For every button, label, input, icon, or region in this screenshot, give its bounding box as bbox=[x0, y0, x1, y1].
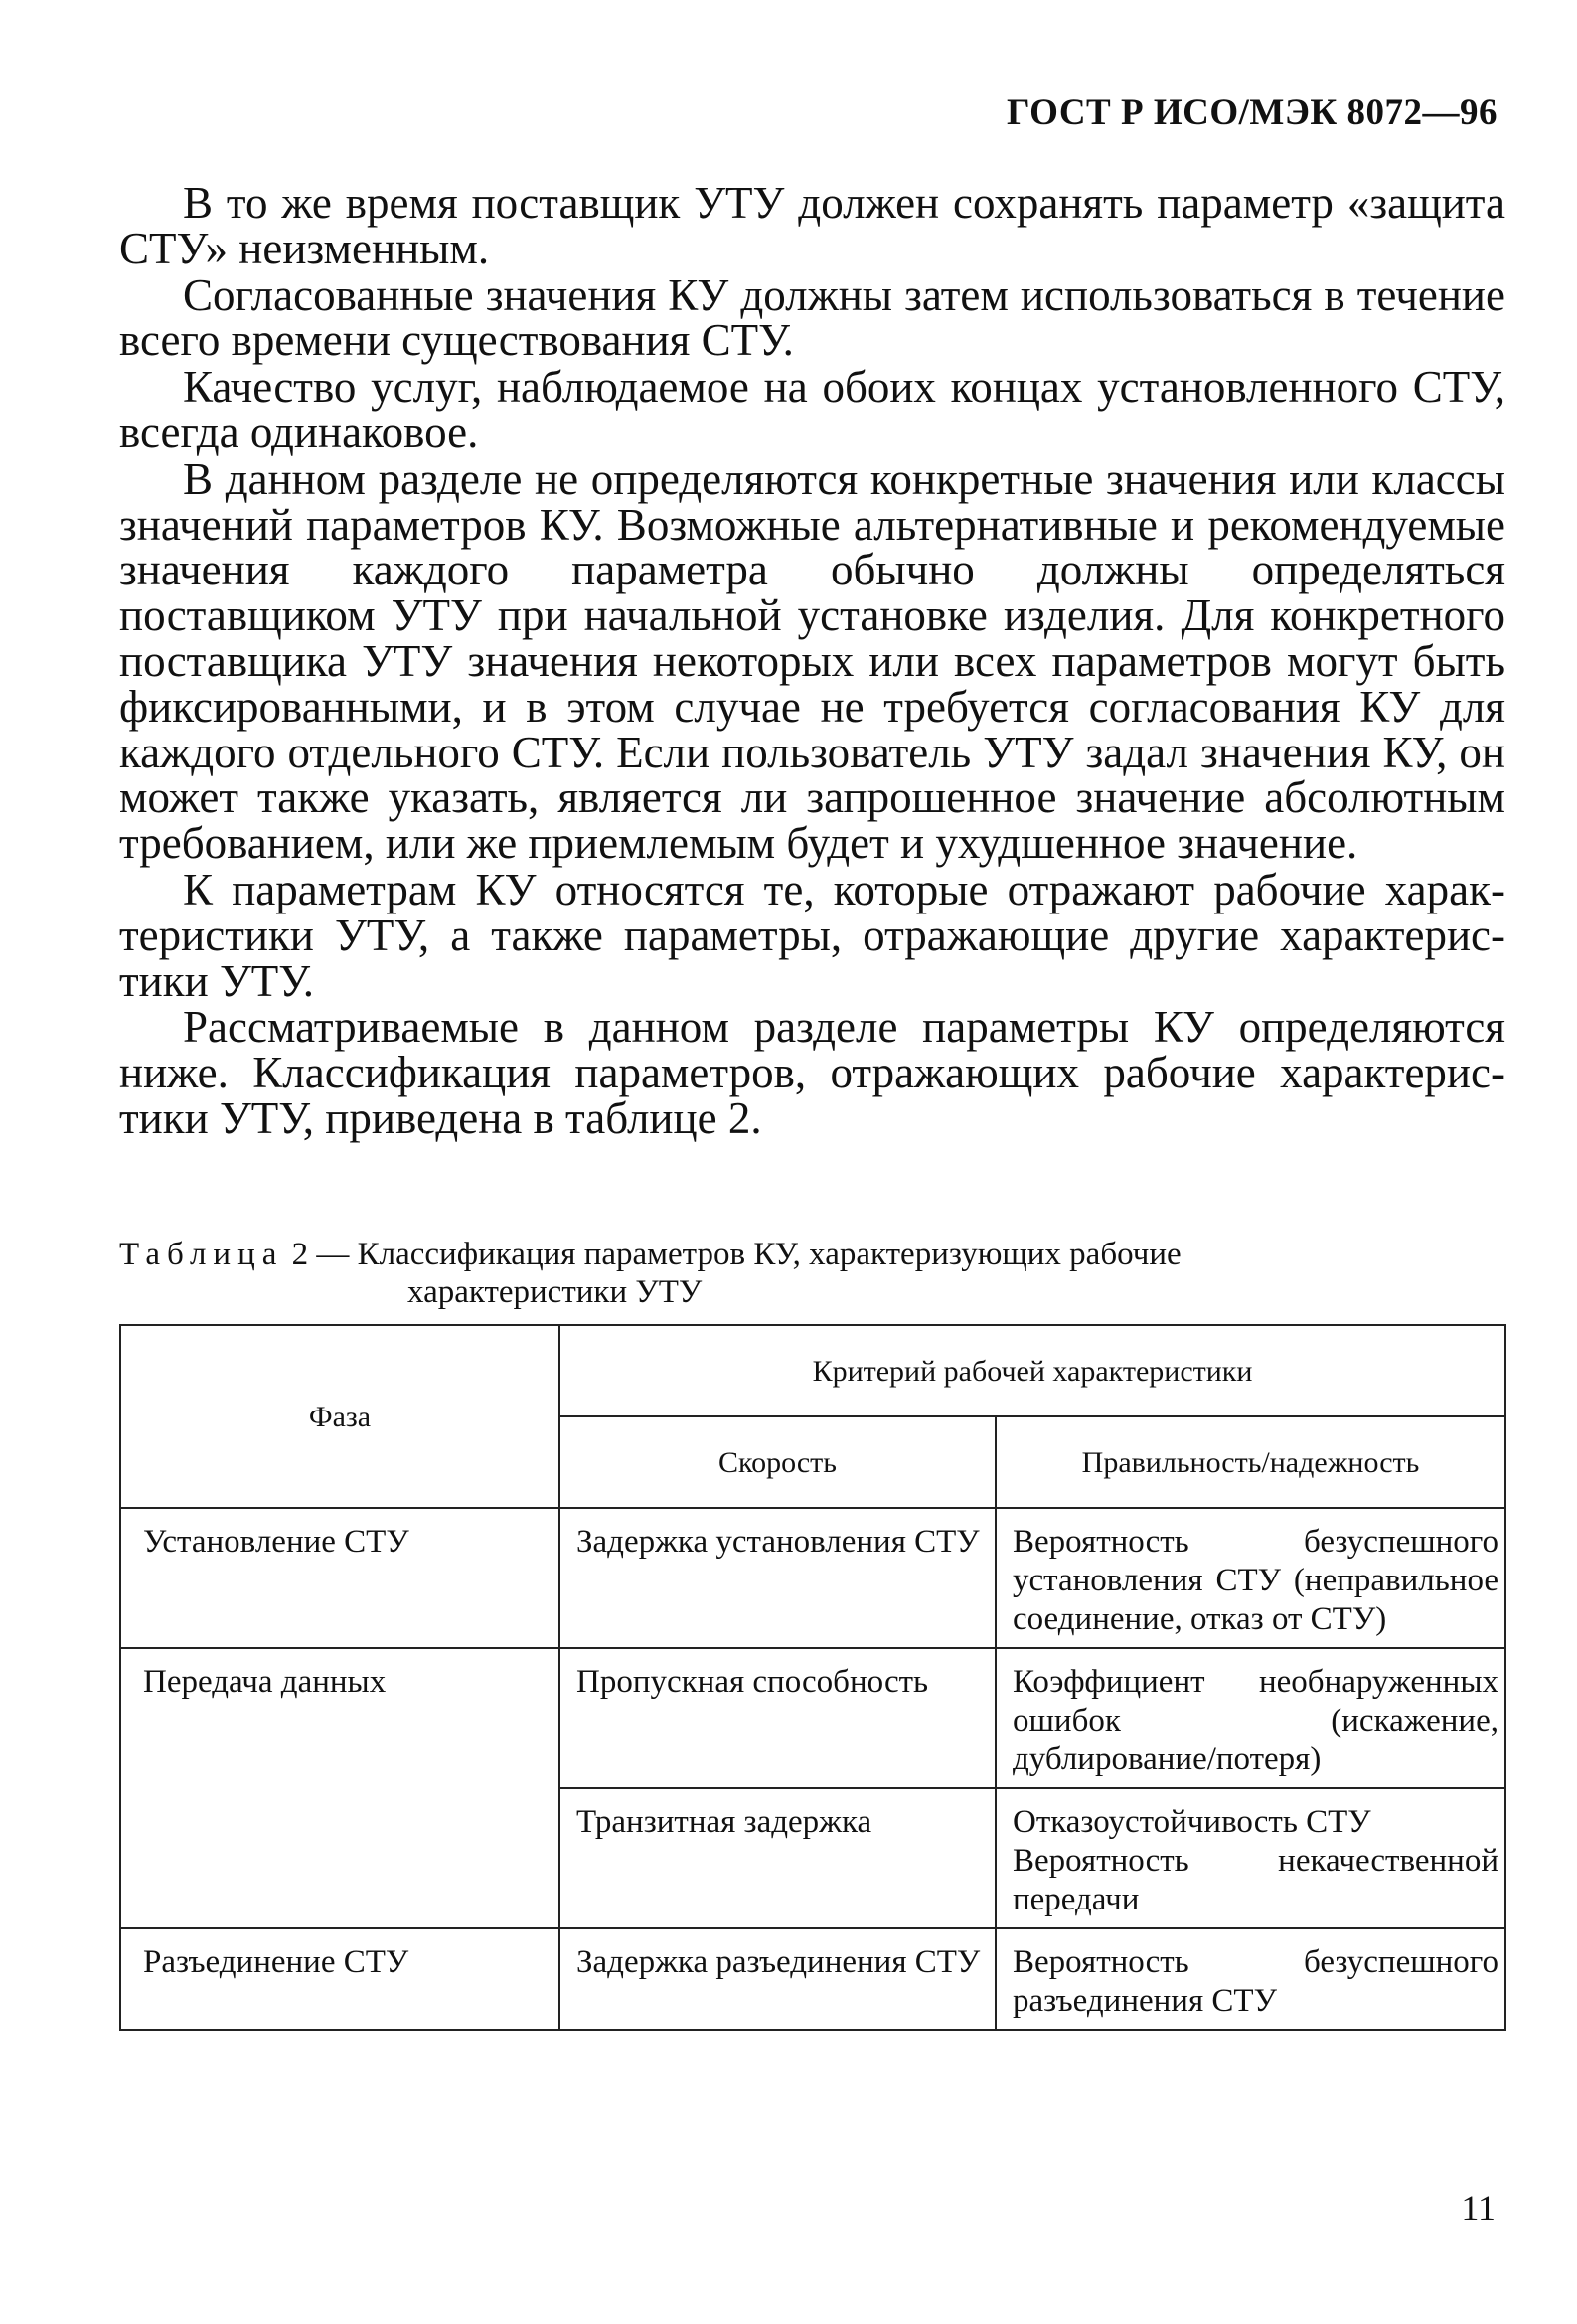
page-number: 11 bbox=[1461, 2188, 1496, 2228]
table-caption bbox=[119, 1236, 1411, 1311]
cell-accuracy: Вероятность безуспешного установления СТУ (неправильное соединение, отказ от СТУ) bbox=[996, 1508, 1505, 1648]
qos-classification-table bbox=[119, 1324, 1506, 2031]
cell-phase: Разъединение СТУ bbox=[120, 1928, 559, 2030]
cell-speed: Транзитная задержка bbox=[559, 1788, 996, 1928]
table-row bbox=[120, 1648, 1505, 1788]
cell-speed: Задержка разъединения СТУ bbox=[559, 1928, 996, 2030]
cell-accuracy: Вероятность безуспешного разъединения СТУ bbox=[996, 1928, 1505, 2030]
paragraph: Согласованные значения КУ должны затем использоваться в течение всего времени существования СТУ. bbox=[119, 269, 1505, 366]
cell-phase: Передача данных bbox=[120, 1648, 559, 1788]
cell-phase-empty bbox=[120, 1788, 559, 1928]
paragraph: Качество услуг, наблюдаемое на обоих концах установленного СТУ, всегда одинаковое. bbox=[119, 362, 1505, 457]
paragraph: В то же время поставщик УТУ должен сохранять параметр «защита СТУ» неизменным. bbox=[119, 178, 1505, 273]
cell-accuracy: Коэффициент необнаруженных ошибок (искажение, дублирование/потеря) bbox=[996, 1648, 1505, 1788]
table-caption-label: Таблица bbox=[119, 1237, 284, 1272]
document-header: ГОСТ Р ИСО/МЭК 8072—96 bbox=[1006, 92, 1498, 133]
table-row bbox=[120, 1508, 1505, 1648]
table-row bbox=[120, 1788, 1505, 1928]
paragraph: Рассматриваемые в данном разделе параметры КУ определяются ниже. Классификация параметров, отражающих рабочие характеристики УТУ, приведена в таблице 2. bbox=[119, 1002, 1505, 1143]
paragraph: К параметрам КУ относятся те, которые отражают рабочие характеристики УТУ, а также параметры, отражающие другие характеристики УТУ. bbox=[119, 864, 1505, 1006]
cell-accuracy-line: Вероятность некачественной передачи bbox=[1013, 1843, 1498, 1917]
table-caption-text-line2: характеристики УТУ bbox=[407, 1274, 703, 1310]
cell-accuracy bbox=[996, 1788, 1505, 1928]
cell-accuracy-line: Отказоустойчивость СТУ bbox=[1013, 1804, 1371, 1840]
paragraph: В данном разделе не определяются конкретные значения или классы значений параметров КУ. Возможные альтернативные и рекомендуемые значения каждого параметра обычно должны определяться поставщиком УТУ при начальной установке изделия. Для конкретного поставщика УТУ значения некоторых или всех параметров могут быть фиксированными, и в этом случае не требуется согласования КУ для каждого отдельного СТУ. Если пользователь УТУ задал значения КУ, он может также указать, является ли запрошенное значение абсолютным требованием, или же приемлемым будет и ухудшенное значение. bbox=[119, 453, 1505, 869]
table-caption-text: 2 — Классификация параметров КУ, характеризующих рабочие bbox=[291, 1237, 1182, 1272]
cell-phase: Установление СТУ bbox=[120, 1508, 559, 1648]
header-criterion: Критерий рабочей характеристики bbox=[559, 1325, 1505, 1416]
header-accuracy: Правильность/надежность bbox=[996, 1416, 1505, 1508]
cell-speed: Пропускная способность bbox=[559, 1648, 996, 1788]
body-text bbox=[119, 178, 1505, 1143]
cell-speed: Задержка установления СТУ bbox=[559, 1508, 996, 1648]
header-speed: Скорость bbox=[559, 1416, 996, 1508]
table-row bbox=[120, 1928, 1505, 2030]
header-phase: Фаза bbox=[120, 1325, 559, 1508]
